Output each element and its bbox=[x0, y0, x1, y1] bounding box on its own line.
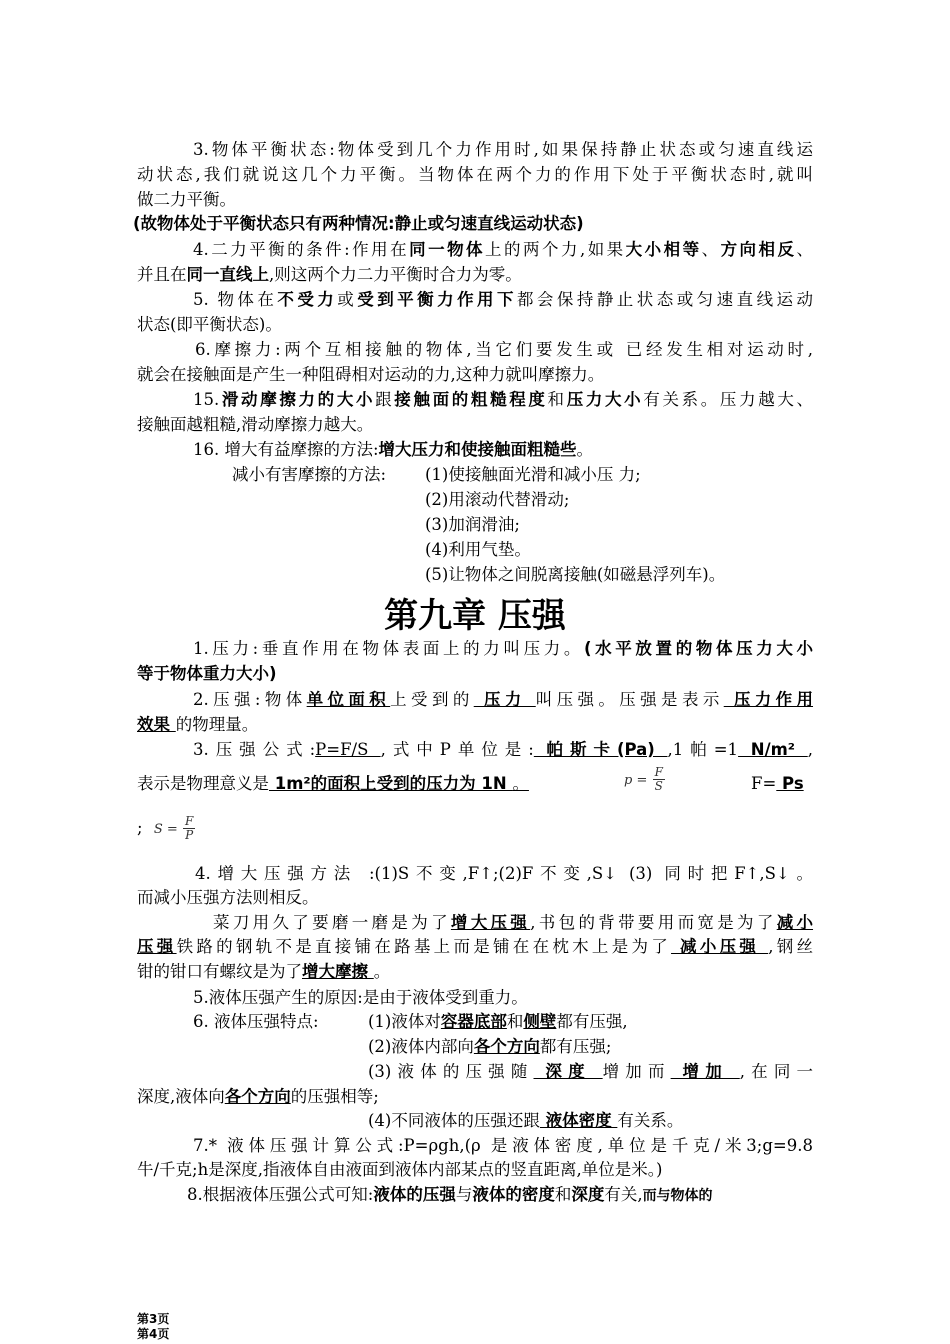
c8-line: 8.根据液体压强公式可知:液体的压强与液体的密度和深度有关,而与物体的 bbox=[187, 1185, 713, 1204]
p16-line1: 16. 增大有益摩擦的方法:增大压力和使接触面粗糙些。 bbox=[193, 440, 594, 459]
c4-line2: 而减小压强方法则相反。 bbox=[137, 888, 319, 907]
p16-method-1: (1)使接触面光滑和减小压 力; bbox=[425, 465, 641, 484]
c1-line2: 等于物体重力大小) bbox=[137, 664, 277, 683]
p15-line2: 接触面越粗糙,滑动摩擦力越大。 bbox=[137, 415, 374, 434]
p16-method-2: (2)用滚动代替滑动; bbox=[425, 490, 570, 509]
p15-line1: 15.滑动摩擦力的大小跟接触面的粗糙程度和压力大小有关系。压力越大、 bbox=[193, 390, 814, 409]
c7-line2: 牛/千克;h是深度,指液体自由液面到液体内部某点的竖直距离,单位是米。) bbox=[137, 1160, 663, 1179]
c6-item-3: (3)液体的压强随 深度 增加而 增加 ,在同一 bbox=[368, 1062, 813, 1081]
c3-formula-s: ; S = $\frac{F}{P}$ bbox=[137, 814, 194, 842]
p4-line2: 并且在同一直线上,则这两个力二力平衡时合力为零。 bbox=[137, 265, 522, 284]
knife-line1: 菜刀用久了要磨一磨是为了增大压强,书包的背带要用而宽是为了减小 bbox=[213, 913, 814, 932]
footer-page-3: 第3页 bbox=[137, 1312, 170, 1326]
equilibrium-note: (故物体处于平衡状态只有两种情况:静止或匀速直线运动状态) bbox=[133, 214, 584, 233]
chapter-title: 第九章 压强 bbox=[384, 596, 566, 636]
c2-line1: 2.压强:物体单位面积上受到的 压力 叫压强。压强是表示 压力作用 bbox=[193, 690, 814, 709]
knife-line2: 压强铁路的钢轨不是直接铺在路基上而是铺在在枕木上是为了 减小压强 ,钢丝 bbox=[137, 937, 814, 956]
c6-item-1: (1)液体对容器底部和侧壁都有压强, bbox=[368, 1012, 628, 1031]
p16-method-5: (5)让物体之间脱离接触(如磁悬浮列车)。 bbox=[425, 565, 726, 584]
c4-line1: 4.增大压强方法 :(1)S不变,F↑;(2)F不变,S↓ (3) 同时把F↑,S↓。 bbox=[195, 864, 813, 883]
c6-label: 6. 液体压强特点: bbox=[193, 1012, 319, 1031]
p4-line1: 4.二力平衡的条件:作用在同一物体上的两个力,如果大小相等、方向相反、 bbox=[193, 240, 814, 259]
c3-formula-f: F= Ps bbox=[751, 774, 804, 793]
knife-line3: 钳的钳口有螺纹是为了增大摩擦 。 bbox=[137, 962, 391, 981]
p16-method-4: (4)利用气垫。 bbox=[425, 540, 531, 559]
c3-line1: 3.压强公式:P=F/S ,式中P单位是: 帕斯卡(Pa) ,1帕=1 N/m² , bbox=[193, 740, 813, 759]
c5-line: 5.液体压强产生的原因:是由于液体受到重力。 bbox=[193, 988, 528, 1007]
p6-line1: 6.摩擦力:两个互相接触的物体,当它们要发生或 已经发生相对运动时, bbox=[195, 340, 813, 359]
c7-line1: 7.* 液体压强计算公式:P=ρgh,(ρ 是液体密度,单位是千克/米3;g=9.8 bbox=[193, 1136, 813, 1155]
p5-line1: 5. 物体在不受力或受到平衡力作用下都会保持静止状态或匀速直线运动 bbox=[193, 290, 814, 309]
c3-line2: 表示是物理意义是 1m²的面积上受到的压力为 1N 。 bbox=[137, 774, 529, 793]
p5-line2: 状态(即平衡状态)。 bbox=[137, 315, 282, 334]
p3-line3: 做二力平衡。 bbox=[137, 190, 236, 209]
p16-reduce-label: 减小有害摩擦的方法: bbox=[232, 465, 387, 484]
c3-formula-p: p = $\frac{F}{S}$ bbox=[624, 765, 663, 793]
p3-line2: 动状态,我们就说这几个力平衡。当物体在两个力的作用下处于平衡状态时,就叫 bbox=[137, 165, 813, 184]
p6-line2: 就会在接触面是产生一种阻碍相对运动的力,这种力就叫摩擦力。 bbox=[137, 365, 605, 384]
c6-item-4: (4)不同液体的压强还跟 液体密度 有关系。 bbox=[368, 1111, 684, 1130]
p16-method-3: (3)加润滑油; bbox=[425, 515, 520, 534]
footer-page-4: 第4页 bbox=[137, 1327, 170, 1341]
c2-line2: 效果 的物理量。 bbox=[137, 715, 259, 734]
p3-line1: 3.物体平衡状态:物体受到几个力作用时,如果保持静止状态或匀速直线运 bbox=[193, 140, 813, 159]
c1-line1: 1.压力:垂直作用在物体表面上的力叫压力。(水平放置的物体压力大小 bbox=[193, 639, 813, 658]
c6-item-3-cont: 深度,液体向各个方向的压强相等; bbox=[137, 1087, 379, 1106]
c6-item-2: (2)液体内部向各个方向都有压强; bbox=[368, 1037, 612, 1056]
